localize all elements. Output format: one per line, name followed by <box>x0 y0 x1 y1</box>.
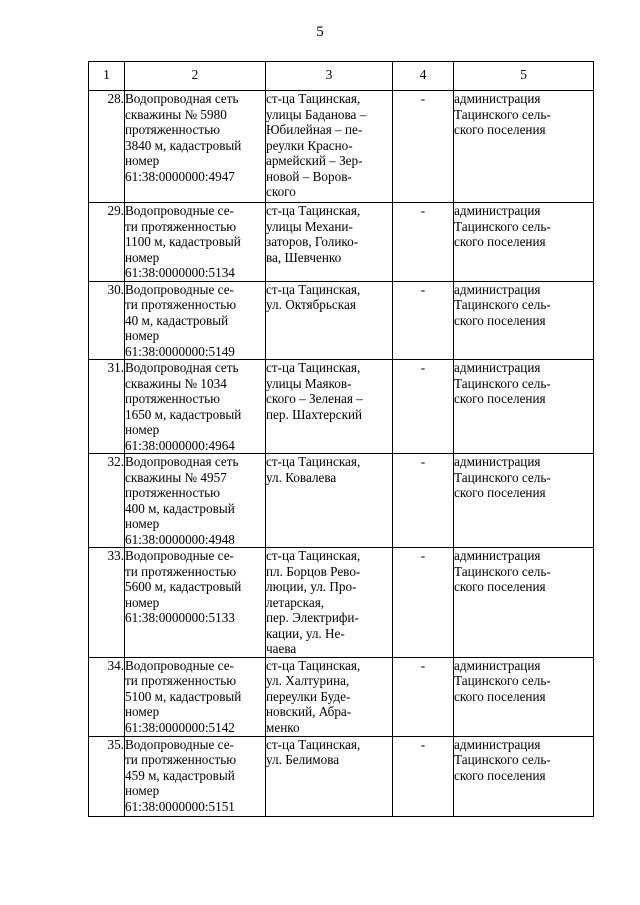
object-name-cell <box>125 281 266 360</box>
address-line: ского – Зеленая – <box>266 391 363 406</box>
address-line: ст-ца Тацинская, <box>266 281 361 297</box>
holder-line: администрация <box>454 360 541 375</box>
object-name-line: 1650 м, кадастровый <box>125 406 242 422</box>
holder-cell <box>454 281 594 360</box>
table-body <box>89 91 594 817</box>
object-name-line: номер <box>125 704 160 719</box>
address-line: ст-ца Тацинская, <box>266 91 361 106</box>
address-line: улицы Баданова – <box>266 106 367 122</box>
object-name-cell <box>125 548 266 658</box>
header-col-2: 2 <box>125 62 266 91</box>
address-line: армейский – Зер- <box>266 153 363 168</box>
holder-line: администрация <box>454 91 541 106</box>
holder-line: администрация <box>454 736 541 752</box>
address-line: ул. Ковалева <box>266 469 337 485</box>
holder-line: Тацинского сель- <box>454 469 551 485</box>
object-name-line: 1100 м, кадастровый <box>125 234 241 249</box>
address-cell <box>266 281 393 360</box>
address-line: реулки Красно- <box>266 137 353 153</box>
address-line: улицы Механи- <box>266 218 353 234</box>
object-name-line: 61:38:0000000:5151 <box>125 798 235 814</box>
address-line: улицы Маяков- <box>266 375 352 391</box>
object-name-cell <box>125 454 266 548</box>
object-name-cell <box>125 203 266 282</box>
object-name-line: скважины № 1034 <box>125 375 227 391</box>
address-line: пл. Борцов Рево- <box>266 563 361 579</box>
address-line: ва, Шевченко <box>266 249 342 265</box>
holder-line: администрация <box>454 454 541 469</box>
object-name-line: 61:38:0000000:5142 <box>125 719 235 735</box>
holder-cell <box>454 736 594 816</box>
object-name-line: Водопроводная сеть <box>125 454 239 469</box>
holder-cell <box>454 548 594 658</box>
header-col-3: 3 <box>266 62 393 91</box>
object-name-line: номер <box>125 422 160 437</box>
table-header <box>89 62 594 91</box>
object-name-line: Водопроводная сеть <box>125 91 239 106</box>
object-name-line: Водопроводная сеть <box>125 360 239 375</box>
holder-cell <box>454 203 594 282</box>
object-name-line: номер <box>125 249 160 265</box>
holder-cell <box>454 454 594 548</box>
object-name-line: 61:38:0000000:4948 <box>125 531 235 547</box>
object-name-cell <box>125 657 266 736</box>
holder-cell <box>454 657 594 736</box>
object-name-line: номер <box>125 594 160 610</box>
col4-cell: - <box>393 657 454 736</box>
object-name-line: ти протяженностью <box>125 297 237 312</box>
holder-line: администрация <box>454 203 541 218</box>
address-line: новой – Воров- <box>266 168 352 184</box>
col4-cell: - <box>393 281 454 360</box>
address-line: ст-ца Тацинская, <box>266 454 361 469</box>
object-name-line: 40 м, кадастровый <box>125 312 229 328</box>
object-name-line: Водопроводные се- <box>125 203 234 218</box>
address-line: ст-ца Тацинская, <box>266 736 361 752</box>
table-row <box>89 203 594 282</box>
address-cell <box>266 736 393 816</box>
address-line: ул. Октябрьская <box>266 297 356 312</box>
col4-cell: - <box>393 360 454 454</box>
holder-line: ского поселения <box>454 234 546 249</box>
address-cell <box>266 360 393 454</box>
object-name-line: 3840 м, кадастровый <box>125 137 242 153</box>
holder-line: Тацинского сель- <box>454 297 551 312</box>
holder-cell <box>454 91 594 203</box>
holder-line: Тацинского сель- <box>454 673 551 688</box>
object-name-line: 61:38:0000000:5149 <box>125 343 235 359</box>
row-number: 28. <box>89 91 125 203</box>
address-line: ул. Белимова <box>266 752 340 767</box>
row-number: 33. <box>89 548 125 658</box>
holder-line: Тацинского сель- <box>454 106 551 122</box>
table-row <box>89 454 594 548</box>
address-line: ст-ца Тацинская, <box>266 203 361 218</box>
object-name-line: Водопроводные се- <box>125 657 234 673</box>
header-col-5: 5 <box>454 62 594 91</box>
address-cell <box>266 454 393 548</box>
address-line: ул. Халтурина, <box>266 673 350 688</box>
object-name-line: номер <box>125 783 160 798</box>
address-line: новский, Абра- <box>266 704 352 719</box>
row-number: 35. <box>89 736 125 816</box>
holder-line: ского поселения <box>454 688 546 704</box>
row-number: 31. <box>89 360 125 454</box>
col4-cell: - <box>393 736 454 816</box>
object-name-line: протяженностью <box>125 485 221 500</box>
holder-line: Тацинского сель- <box>454 218 551 234</box>
header-col-1: 1 <box>89 62 125 91</box>
object-name-line: 61:38:0000000:5134 <box>125 265 235 280</box>
address-cell <box>266 657 393 736</box>
holder-line: ского поселения <box>454 391 546 406</box>
col4-cell: - <box>393 548 454 658</box>
address-cell <box>266 203 393 282</box>
holder-line: Тацинского сель- <box>454 375 551 391</box>
object-name-line: ти протяженностью <box>125 218 237 234</box>
object-name-line: 61:38:0000000:4947 <box>125 168 235 184</box>
holder-line: ского поселения <box>454 767 546 783</box>
holder-line: администрация <box>454 548 541 563</box>
object-name-line: протяженностью <box>125 122 221 137</box>
holder-line: администрация <box>454 657 541 673</box>
address-line: заторов, Голико- <box>266 234 359 249</box>
object-name-line: скважины № 5980 <box>125 106 227 122</box>
object-name-line: номер <box>125 516 160 531</box>
holder-line: ского поселения <box>454 122 546 137</box>
object-name-line: 5100 м, кадастровый <box>125 688 242 704</box>
address-line: переулки Буде- <box>266 688 351 704</box>
property-registry-table <box>88 61 594 817</box>
holder-line: ского поселения <box>454 579 546 594</box>
address-line: ского <box>266 184 296 199</box>
col4-cell: - <box>393 91 454 203</box>
address-line: пер. Электрифи- <box>266 610 359 625</box>
holder-line: администрация <box>454 281 541 297</box>
header-col-4: 4 <box>393 62 454 91</box>
table-row <box>89 360 594 454</box>
address-line: чаева <box>266 641 297 656</box>
row-number: 32. <box>89 454 125 548</box>
address-cell <box>266 548 393 658</box>
object-name-line: номер <box>125 153 160 168</box>
col4-cell: - <box>393 454 454 548</box>
object-name-line: 400 м, кадастровый <box>125 500 235 516</box>
object-name-line: 61:38:0000000:4964 <box>125 437 235 453</box>
row-number: 30. <box>89 281 125 360</box>
holder-cell <box>454 360 594 454</box>
object-name-cell <box>125 736 266 816</box>
object-name-line: Водопроводные се- <box>125 281 234 297</box>
table-row <box>89 548 594 658</box>
object-name-line: Водопроводные се- <box>125 736 234 752</box>
row-number: 29. <box>89 203 125 282</box>
address-line: менко <box>266 719 300 735</box>
page-number: 5 <box>316 24 324 40</box>
object-name-cell <box>125 360 266 454</box>
object-name-line: скважины № 4957 <box>125 469 227 485</box>
table-row <box>89 657 594 736</box>
address-line: кации, ул. Не- <box>266 625 345 641</box>
table-row <box>89 281 594 360</box>
address-line: ст-ца Тацинская, <box>266 360 361 375</box>
object-name-cell <box>125 91 266 203</box>
object-name-line: ти протяженностью <box>125 752 237 767</box>
table-row <box>89 91 594 203</box>
holder-line: ского поселения <box>454 485 546 500</box>
address-line: ст-ца Тацинская, <box>266 657 361 673</box>
col4-cell: - <box>393 203 454 282</box>
row-number: 34. <box>89 657 125 736</box>
address-cell <box>266 91 393 203</box>
object-name-line: 5600 м, кадастровый <box>125 579 242 594</box>
holder-line: Тацинского сель- <box>454 752 551 767</box>
table-row <box>89 736 594 816</box>
address-line: ст-ца Тацинская, <box>266 548 361 563</box>
address-line: люции, ул. Про- <box>266 579 357 594</box>
address-line: летарская, <box>266 594 325 610</box>
object-name-line: ти протяженностью <box>125 563 237 579</box>
header-row <box>89 62 594 91</box>
object-name-line: ти протяженностью <box>125 673 237 688</box>
address-line: пер. Шахтерский <box>266 406 363 422</box>
object-name-line: 61:38:0000000:5133 <box>125 610 235 625</box>
address-line: Юбилейная – пе- <box>266 122 363 137</box>
object-name-line: протяженностью <box>125 391 221 406</box>
holder-line: ского поселения <box>454 312 546 328</box>
object-name-line: 459 м, кадастровый <box>125 767 235 783</box>
object-name-line: номер <box>125 328 160 343</box>
object-name-line: Водопроводные се- <box>125 548 234 563</box>
holder-line: Тацинского сель- <box>454 563 551 579</box>
